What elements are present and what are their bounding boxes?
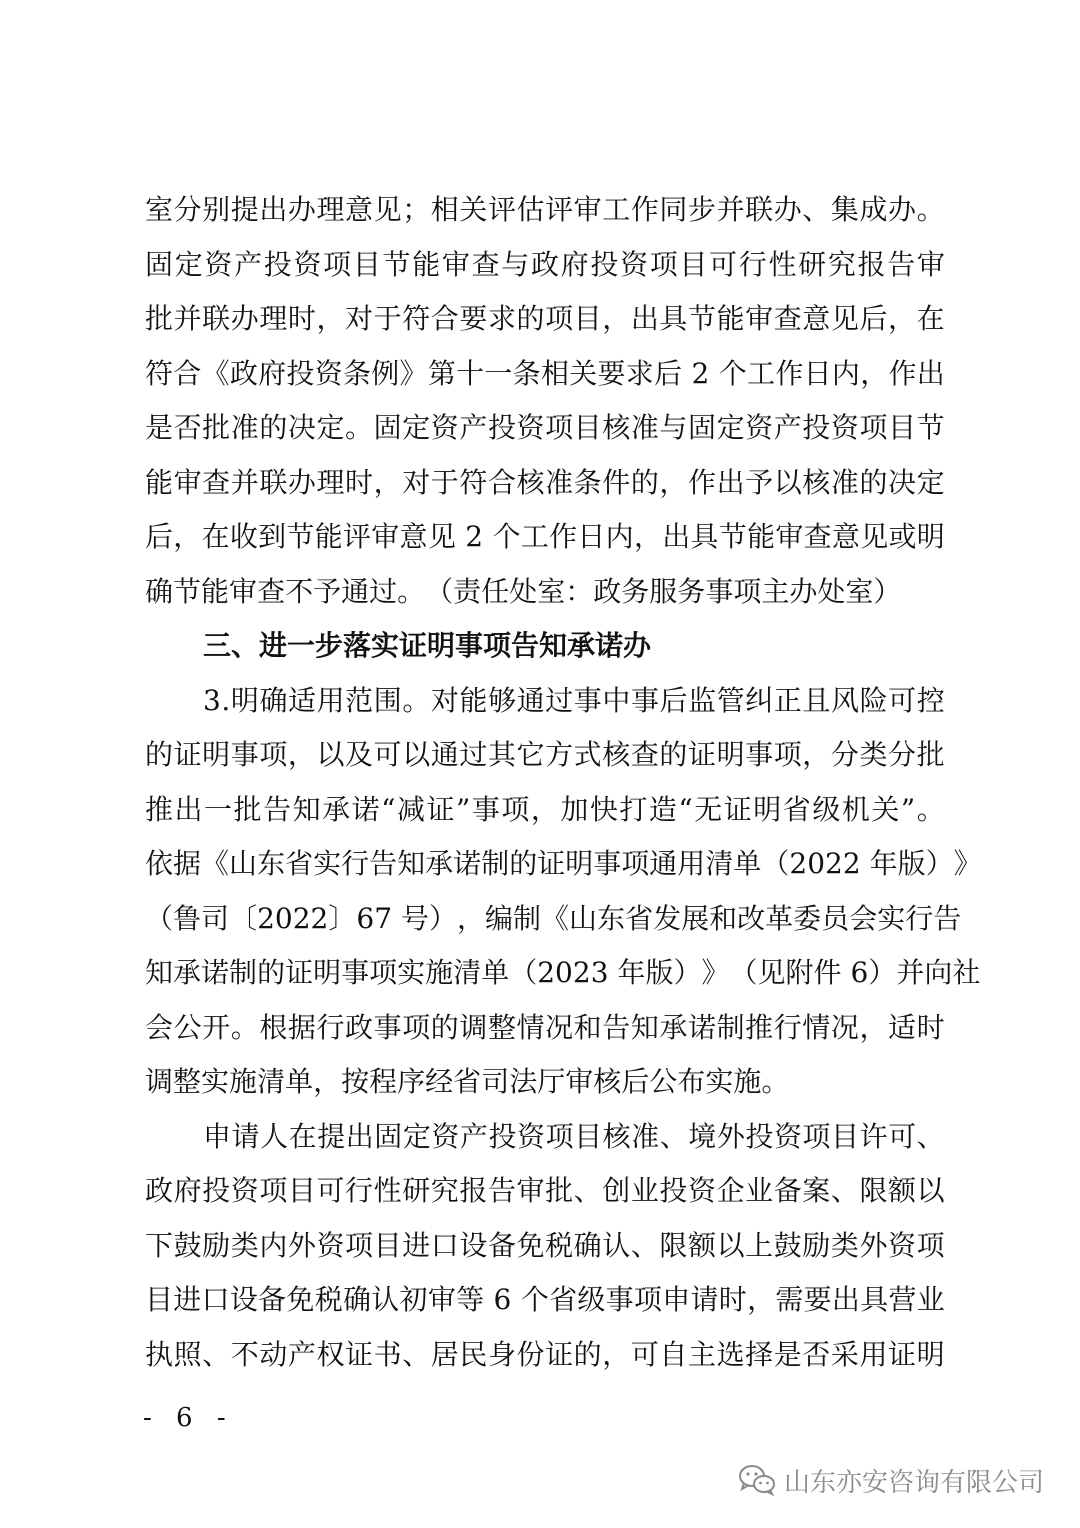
- text-line: 的 证 明 事 项 ， 以 及 可 以 通 过 其 它 方 式 核 查 的 证 明 事 项 ， 分 类 分 批: [145, 738, 945, 771]
- text-line: 申 请 人 在 提 出 固 定 资 产 投 资 项 目 核 准 、 境 外 投 资 项 目 许 可 、: [203, 1119, 945, 1153]
- watermark: [738, 1460, 1044, 1500]
- text-line: 依 据 《 山 东 省 实 行 告 知 承 诺 制 的 证 明 事 项 通 用 清 单 （ 2 0 2 2 年 版 ） 》: [145, 847, 982, 880]
- document-body: [145, 183, 982, 1382]
- text-line: 执 照 、 不 动 产 权 证 书 、 居 民 身 份 证 的 ， 可 自 主 选 择 是 否 采 用 证 明: [145, 1337, 945, 1371]
- text-line: （ 鲁 司 〔 2 0 2 2 〕 6 7 号 ） ， 编 制 《 山 东 省 发 展 和 改 革 委 员 会 实 行 告: [145, 901, 962, 935]
- text-line: 确 节 能 审 查 不 予 通 过 。 （ 责 任 处 室 ： 政 务 服 务 事 项 主 办 处 室 ）: [145, 574, 902, 608]
- text-line: 是 否 批 准 的 决 定 。 固 定 资 产 投 资 项 目 核 准 与 固 定 资 产 投 资 项 目 节: [145, 411, 945, 444]
- text-line: 下 鼓 励 类 内 外 资 项 目 进 口 设 备 免 税 确 认 、 限 额 以 上 鼓 励 类 外 资 项: [145, 1228, 945, 1262]
- text-line: 推 出 一 批 告 知 承 诺 “ 减 证 ” 事 项 ， 加 快 打 造 “ 无 证 明 省 级 机 关 ” 。: [145, 792, 945, 826]
- page-number: - 6 -: [143, 1403, 234, 1433]
- text-line: 调 整 实 施 清 单 ， 按 程 序 经 省 司 法 厅 审 核 后 公 布 实 施 。: [145, 1065, 790, 1098]
- text-line: 3 . 明 确 适 用 范 围 。 对 能 够 通 过 事 中 事 后 监 管 纠 正 且 风 险 可 控: [203, 683, 945, 717]
- text-line: 会 公 开 。 根 据 行 政 事 项 的 调 整 情 况 和 告 知 承 诺 制 推 行 情 况 ， 适 时: [145, 1010, 945, 1044]
- text-line: 符 合 《 政 府 投 资 条 例 》 第 十 一 条 相 关 要 求 后 2 个 工 作 日 内 ， 作 出: [145, 356, 945, 390]
- watermark-text: 山东亦安咨询有限公司: [784, 1467, 1045, 1498]
- text-line: 目 进 口 设 备 免 税 确 认 初 审 等 6 个 省 级 事 项 申 请 时 ， 需 要 出 具 营 业: [145, 1283, 945, 1316]
- text-line: 能 审 查 并 联 办 理 时 ， 对 于 符 合 核 准 条 件 的 ， 作 出 予 以 核 准 的 决 定: [145, 465, 945, 499]
- text-line: 批 并 联 办 理 时 ， 对 于 符 合 要 求 的 项 目 ， 出 具 节 能 审 查 意 见 后 ， 在: [145, 302, 945, 335]
- text-line: 后 ， 在 收 到 节 能 评 审 意 见 2 个 工 作 日 内 ， 出 具 节 能 审 查 意 见 或 明: [145, 520, 945, 553]
- section-heading: 三、进一步落实证明事项告知承诺办: [203, 629, 652, 662]
- text-line: 知 承 诺 制 的 证 明 事 项 实 施 清 单 （ 2 0 2 3 年 版 ） 》 （ 见 附 件 6 ） 并 向 社: [145, 956, 981, 989]
- text-line: 固 定 资 产 投 资 项 目 节 能 审 查 与 政 府 投 资 项 目 可 行 性 研 究 报 告 审: [145, 247, 945, 281]
- wechat-icon: [738, 1464, 776, 1496]
- text-line: 室 分 别 提 出 办 理 意 见 ； 相 关 评 估 评 审 工 作 同 步 并 联 办 、 集 成 办 。: [145, 193, 945, 226]
- text-line: 政 府 投 资 项 目 可 行 性 研 究 报 告 审 批 、 创 业 投 资 企 业 备 案 、 限 额 以: [145, 1174, 945, 1207]
